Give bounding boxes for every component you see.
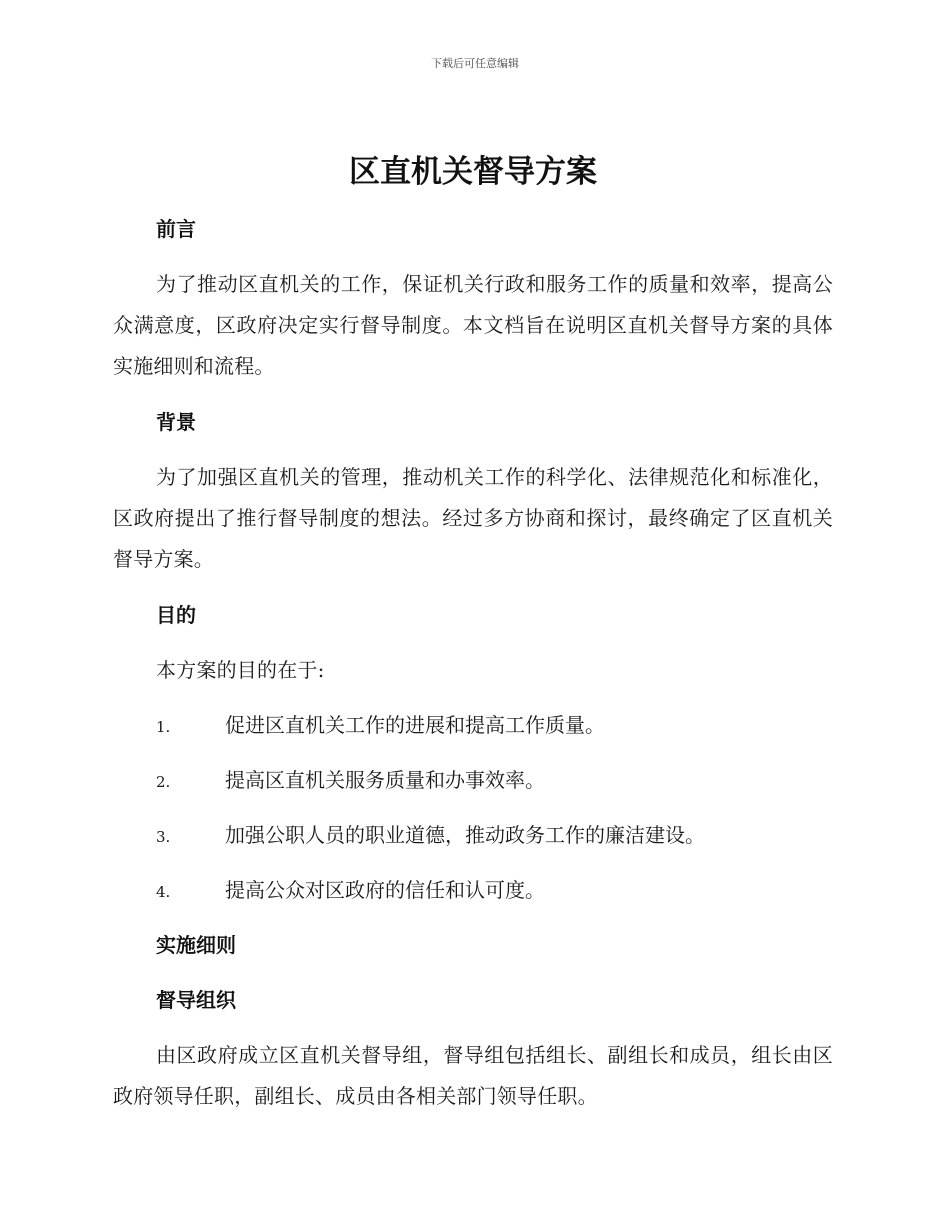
heading-background: 背景 [156, 410, 196, 434]
document-title: 区直机关督导方案 [349, 154, 597, 190]
purpose-list [113, 710, 833, 905]
header-note: 下载后可任意编辑 [431, 57, 519, 70]
heading-implementation: 实施细则 [156, 933, 236, 957]
heading-preface: 前言 [156, 217, 196, 241]
list-item-text: 促进区直机关工作的进展和提高工作质量。 [225, 713, 605, 737]
paragraph-preface: 为了推动区直机关的工作，保证机关行政和服务工作的质量和效率，提高公众满意度，区政府决定实行督导制度。本文档旨在说明区直机关督导方案的具体实施细则和流程。 [113, 272, 833, 378]
list-item-number: 1. [156, 718, 171, 736]
list-item [113, 765, 833, 795]
paragraph-background: 为了加强区直机关的管理，推动机关工作的科学化、法律规范化和标准化，区政府提出了推行督导制度的想法。经过多方协商和探讨，最终确定了区直机关督导方案。 [113, 465, 833, 571]
list-item-number: 3. [156, 828, 171, 846]
paragraph-purpose-intro: 本方案的目的在于: [156, 658, 325, 682]
list-item-text: 加强公职人员的职业道德，推动政务工作的廉洁建设。 [225, 823, 705, 847]
list-item-text: 提高区直机关服务质量和办事效率。 [225, 768, 545, 792]
list-item-number: 2. [156, 773, 171, 791]
list-item [113, 820, 833, 850]
heading-organization: 督导组织 [156, 988, 236, 1012]
list-item-number: 4. [156, 883, 171, 901]
list-item-text: 提高公众对区政府的信任和认可度。 [225, 878, 545, 902]
list-item [113, 875, 833, 905]
heading-purpose: 目的 [156, 603, 196, 627]
document-body [113, 150, 833, 1117]
list-item [113, 710, 833, 740]
paragraph-organization: 由区政府成立区直机关督导组，督导组包括组长、副组长和成员，组长由区政府领导任职，副组长、成员由各相关部门领导任职。 [113, 1043, 833, 1108]
